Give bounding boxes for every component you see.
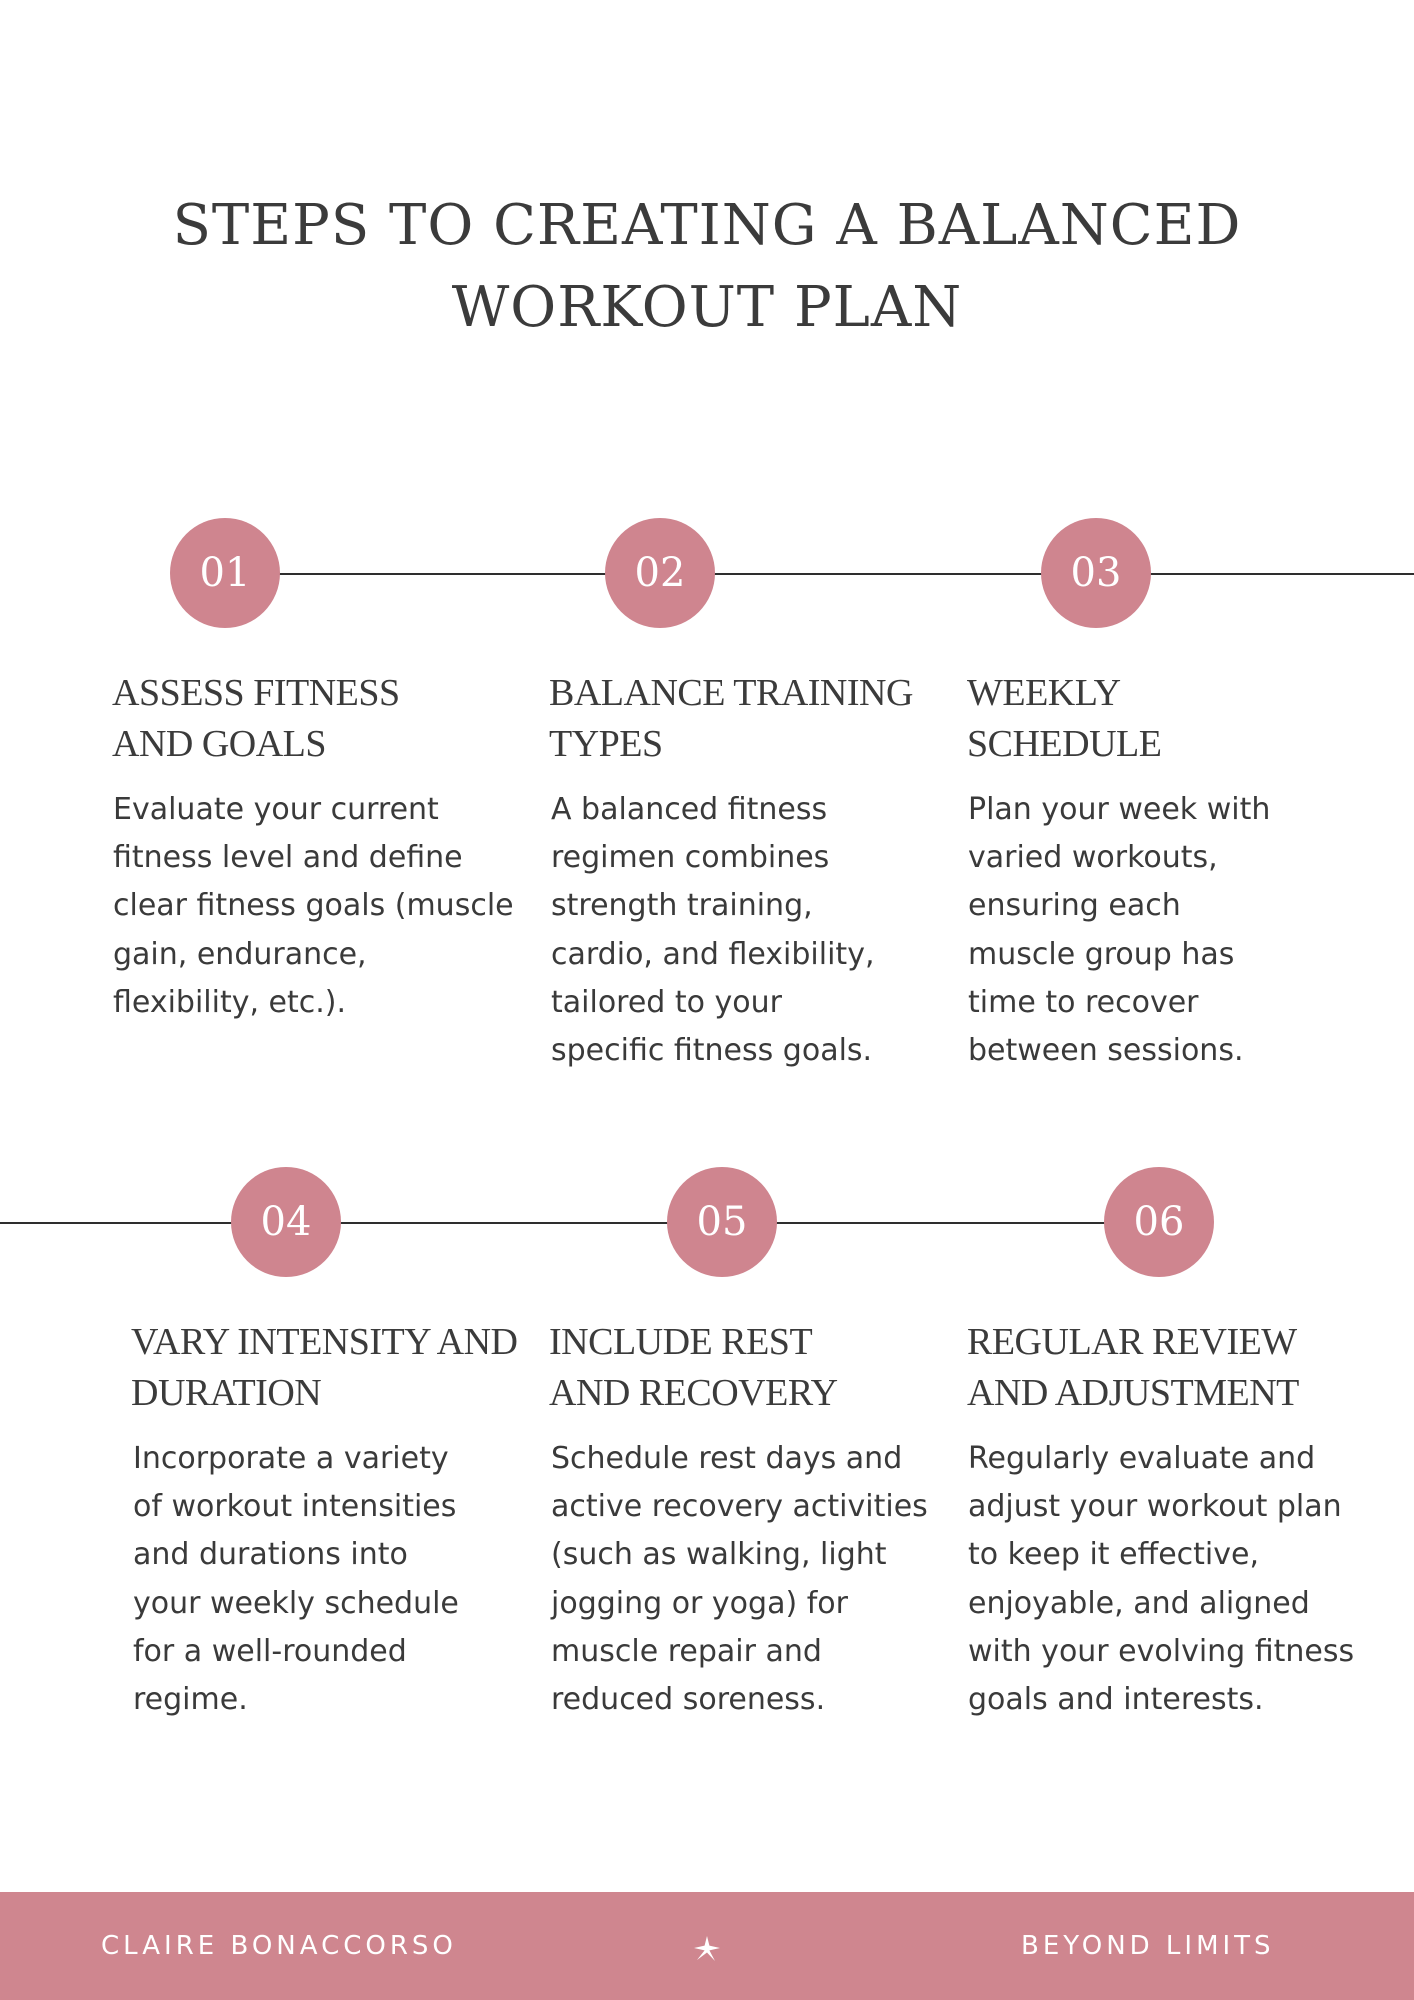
step-description-02 (551, 786, 874, 1075)
step-heading-line: AND GOALS (112, 723, 326, 765)
step-number-badge-02: 02 (605, 518, 715, 628)
step-heading-line: INCLUDE REST (549, 1321, 813, 1363)
step-heading-line: AND ADJUSTMENT (967, 1372, 1299, 1414)
step-heading-line: BALANCE TRAINING (549, 672, 913, 714)
step-heading-line: DURATION (131, 1372, 322, 1414)
step-number-badge-06: 06 (1104, 1167, 1214, 1277)
step-description-line: of workout intensities (133, 1489, 457, 1525)
step-description-line: Evaluate your current (113, 792, 439, 827)
step-description-line: jogging or yoga) for (551, 1585, 848, 1621)
footer-author: CLAIRE BONACCORSO (101, 1931, 457, 1961)
step-description-01 (113, 786, 514, 1027)
step-description-line: adjust your workout plan (968, 1489, 1342, 1525)
step-heading-line: AND RECOVERY (549, 1372, 838, 1414)
step-description-05 (551, 1435, 928, 1724)
page-title-line-1: STEPS TO CREATING A BALANCED (172, 193, 1242, 258)
step-heading-06 (967, 1317, 1299, 1419)
page-title (0, 185, 1414, 349)
step-number-badge-04: 04 (231, 1167, 341, 1277)
step-description-line: gain, endurance, (113, 936, 367, 972)
step-heading-line: TYPES (549, 723, 663, 765)
step-description-line: to keep it effective, (968, 1537, 1260, 1573)
step-heading-line: VARY INTENSITY AND (131, 1321, 518, 1363)
step-description-line: fitness level and define (113, 840, 463, 876)
step-description-line: varied workouts, (968, 840, 1218, 876)
sparkle-star-icon (689, 1930, 725, 1966)
step-description-line: Regularly evaluate and (968, 1441, 1316, 1476)
page-title-line-2: WORKOUT PLAN (451, 275, 963, 340)
step-description-line: Plan your week with (968, 792, 1271, 827)
timeline-line-row-2 (0, 1222, 1160, 1224)
step-description-line: regimen combines (551, 840, 830, 876)
step-number-badge-03: 03 (1041, 518, 1151, 628)
step-description-line: Incorporate a variety (133, 1441, 449, 1476)
step-description-line: muscle group has (968, 936, 1235, 972)
step-heading-02 (549, 668, 913, 770)
step-description-line: (such as walking, light (551, 1537, 887, 1573)
step-description-line: specific fitness goals. (551, 1033, 873, 1069)
step-number-badge-01: 01 (170, 518, 280, 628)
step-description-line: enjoyable, and aligned (968, 1585, 1310, 1621)
step-heading-line: SCHEDULE (967, 723, 1162, 765)
step-description-line: tailored to your (551, 984, 782, 1020)
step-description-line: your weekly schedule (133, 1585, 459, 1621)
step-heading-03 (967, 668, 1161, 770)
step-description-line: regime. (133, 1682, 248, 1718)
step-heading-05 (549, 1317, 838, 1419)
step-description-06 (968, 1435, 1354, 1724)
step-number-badge-05: 05 (667, 1167, 777, 1277)
step-description-04 (133, 1435, 459, 1724)
step-heading-01 (112, 668, 400, 770)
step-description-line: muscle repair and (551, 1633, 822, 1669)
timeline-line-row-1 (225, 573, 1414, 575)
step-description-line: with your evolving fitness (968, 1633, 1355, 1669)
step-description-line: for a well-rounded (133, 1633, 407, 1669)
step-description-line: between sessions. (968, 1033, 1244, 1069)
footer-tagline: BEYOND LIMITS (1021, 1931, 1275, 1961)
step-heading-line: WEEKLY (967, 672, 1121, 714)
step-description-line: and durations into (133, 1537, 408, 1573)
step-description-line: ensuring each (968, 888, 1181, 924)
step-description-03 (968, 786, 1270, 1075)
step-description-line: flexibility, etc.). (113, 984, 347, 1020)
step-heading-04 (131, 1317, 518, 1419)
step-heading-line: ASSESS FITNESS (112, 672, 400, 714)
step-description-line: goals and interests. (968, 1682, 1264, 1718)
step-description-line: Schedule rest days and (551, 1441, 903, 1476)
step-description-line: time to recover (968, 984, 1199, 1020)
step-description-line: reduced soreness. (551, 1682, 826, 1718)
step-description-line: A balanced fitness (551, 792, 828, 827)
step-description-line: strength training, (551, 888, 813, 924)
step-description-line: clear fitness goals (muscle (113, 888, 514, 924)
step-description-line: cardio, and flexibility, (551, 936, 875, 972)
step-description-line: active recovery activities (551, 1489, 928, 1525)
step-heading-line: REGULAR REVIEW (967, 1321, 1297, 1363)
